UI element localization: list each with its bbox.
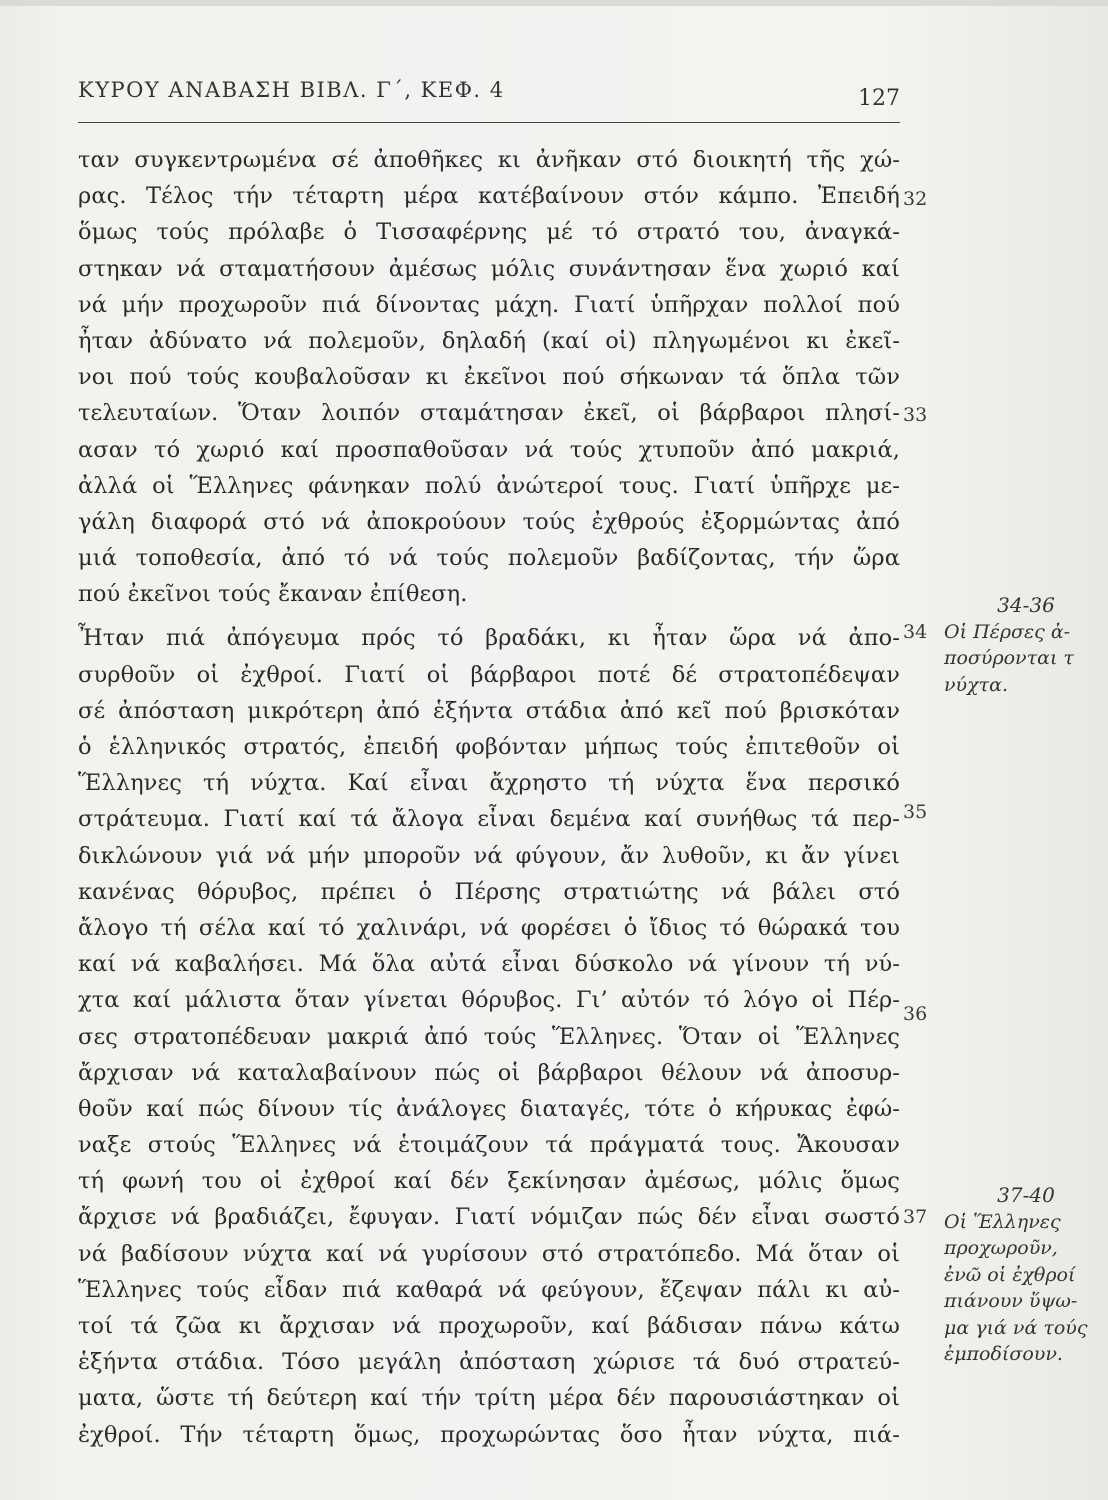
text-line: ἀλλά οἱ Ἕλληνες φάνηκαν πολύ ἀνώτεροί τους. Γιατί ὑπῆρχε με-	[78, 472, 900, 499]
text-line: κανένας θόρυβος, πρέπει ὁ Πέρσης στρατιώτης νά βάλει στό	[78, 878, 900, 905]
text-line: δικλώνουν γιά νά μήν μποροῦν νά φύγουν, ἄν λυθοῦν, κι ἄν γίνει	[78, 842, 900, 869]
verse-number: 35	[903, 801, 928, 823]
text-line: ἄρχισαν νά καταλαβαίνουν πώς οἱ βάρβαροι θέλουν νά ἀποσυρ-	[78, 1059, 900, 1086]
text-line: ασαν τό χωριό καί προσπαθοῦσαν νά τούς χτυποῦν ἀπό μακριά,	[78, 436, 900, 463]
text-line: θοῦν καί πώς δίνουν τίς ἀνάλογες διαταγές, τότε ὁ κήρυκας ἐφώ-	[78, 1095, 900, 1122]
text-line: ὁ ἑλληνικός στρατός, ἐπειδή φοβόνταν μήπως τούς ἐπιτεθοῦν οἱ	[78, 734, 900, 760]
text-line: σέ ἀπόσταση μικρότερη ἀπό ἑξήντα στάδια ἀπό κεῖ πού βρισκόταν	[78, 697, 900, 724]
running-header	[78, 72, 900, 123]
text-line: στράτευμα. Γιατί καί τά ἄλογα εἶναι δεμένα καί συνήθως τά περ-	[78, 806, 900, 833]
text-line: ἄρχισε νά βραδιάζει, ἔφυγαν. Γιατί νόμιζαν πώς δέν εἶναι σωστό	[78, 1204, 900, 1231]
text-line: νά μήν προχωροῦν πιά δίνοντας μάχη. Γιατί ὑπῆρχαν πολλοί πού	[78, 291, 900, 318]
body-text	[78, 142, 900, 1453]
text-line: νά βαδίσουν νύχτα καί νά γυρίσουν στό στρατόπεδο. Μά ὅταν οἱ	[78, 1240, 900, 1267]
verse-number: 36	[903, 1003, 928, 1025]
text-line: στηκαν νά σταματήσουν ἀμέσως μόλις συνάντησαν ἕνα χωριό καί	[78, 255, 900, 282]
text-line: γάλη διαφορά στό νά ἀποκρούουν τούς ἐχθρούς ἐξορμώντας ἀπό	[78, 508, 900, 535]
text-line: ἦταν ἀδύνατο νά πολεμοῦν, δηλαδή (καί οἱ) πληγωμένοι κι ἐκεῖ-	[78, 327, 900, 354]
text-line: συρθοῦν οἱ ἐχθροί. Γιατί οἱ βάρβαροι ποτέ δέ στρατοπέδεψαν	[78, 661, 900, 688]
text-line: νοι πού τούς κουβαλοῦσαν κι ἐκεῖνοι πού σήκωναν τά ὅπλα τῶν	[78, 364, 900, 391]
text-line: μιά τοποθεσία, ἀπό τό νά τούς πολεμοῦν βαδίζοντας, τήν ὥρα	[78, 545, 900, 572]
verse-number: 33	[903, 404, 928, 426]
text-line: ταν συγκεντρωμένα σέ ἀποθῆκες κι ἀνῆκαν στό διοικητή τῆς χώ-	[78, 147, 900, 173]
text-line: ματα, ὥστε τή δεύτερη καί τήν τρίτη μέρα δέν παρουσιάστηκαν οἱ	[78, 1385, 900, 1412]
header-title: ΚΥΡΟΥ ΑΝΑΒΑΣΗ ΒΙΒΛ. Γ΄, ΚΕΦ. 4	[78, 78, 505, 102]
text-line: καί νά καβαλήσει. Μά ὅλα αὐτά εἶναι δύσκολο νά γίνουν τή νύ-	[78, 951, 900, 978]
text-line: Ἕλληνες τή νύχτα. Καί εἶναι ἄχρηστο τή νύχτα ἕνα περσικό	[78, 770, 900, 797]
verse-number: 32	[903, 188, 928, 210]
text-line: Ἦταν πιά ἀπόγευμα πρός τό βραδάκι, κι ἦταν ὥρα νά ἀπο-	[78, 625, 900, 652]
text-line: πού ἐκεῖνοι τούς ἔκαναν ἐπίθεση.	[78, 581, 468, 608]
verse-number: 37	[903, 1206, 928, 1228]
margin-note-text: Οἱ Πέρσες ἀ- ποσύρονται τ νύχτα.	[944, 620, 1074, 696]
margin-note	[944, 1182, 1108, 1368]
page-top-edge	[0, 0, 1108, 6]
text-line: ἑξήντα στάδια. Τόσο μεγάλη ἀπόσταση χώρισε τά δυό στρατεύ-	[78, 1349, 900, 1376]
text-line: Ἕλληνες τούς εἶδαν πιά καθαρά νά φεύγουν, ἔζεψαν πάλι κι αὐ-	[78, 1276, 900, 1303]
text-line: τοί τά ζῶα κι ἄρχισαν νά προχωροῦν, καί βάδισαν πάνω κάτω	[78, 1313, 900, 1339]
verse-number: 34	[903, 621, 928, 643]
margin-note-range: 34-36	[997, 593, 1055, 617]
text-line: τή φωνή του οἱ ἐχθροί καί δέν ξεκίνησαν ἀμέσως, μόλις ὅμως	[78, 1168, 900, 1195]
margin-note	[944, 592, 1108, 698]
text-line: ρας. Τέλος τήν τέταρτη μέρα κατέβαίνουν στόν κάμπο. Ἐπειδή	[78, 183, 900, 210]
margin-note-range: 37-40	[997, 1183, 1055, 1207]
text-line: ὅμως τούς πρόλαβε ὁ Τισσαφέρνης μέ τό στρατό του, ἀναγκά-	[78, 219, 900, 246]
margin-note-text: Οἱ Ἕλληνες προχωροῦν, ἐνῶ οἱ ἐχθροί πιάνουν ὕψω- μα γιά νά τούς ἐμποδίσουν.	[944, 1210, 1088, 1365]
page-number: 127	[858, 86, 900, 111]
paragraph-gap	[78, 612, 900, 620]
text-line: ἐχθροί. Τήν τέταρτη ὅμως, προχωρώντας ὅσο ἦταν νύχτα, πιά-	[78, 1421, 900, 1448]
text-line: χτα καί μάλιστα ὅταν γίνεται θόρυβος. Γι’ αὐτόν τό λόγο οἱ Πέρ-	[78, 987, 900, 1014]
text-line: ἄλογο τή σέλα καί τό χαλινάρι, νά φορέσει ὁ ἴδιος τό θώρακά του	[78, 914, 900, 941]
text-line: σες στρατοπέδευαν μακριά ἀπό τούς Ἕλληνες. Ὅταν οἱ Ἕλληνες	[78, 1023, 900, 1050]
text-line: ναξε στούς Ἕλληνες νά ἑτοιμάζουν τά πράγματά τους. Ἄκουσαν	[78, 1132, 900, 1159]
text-line: τελευταίων. Ὅταν λοιπόν σταμάτησαν ἐκεῖ, οἱ βάρβαροι πλησί-	[78, 400, 900, 427]
